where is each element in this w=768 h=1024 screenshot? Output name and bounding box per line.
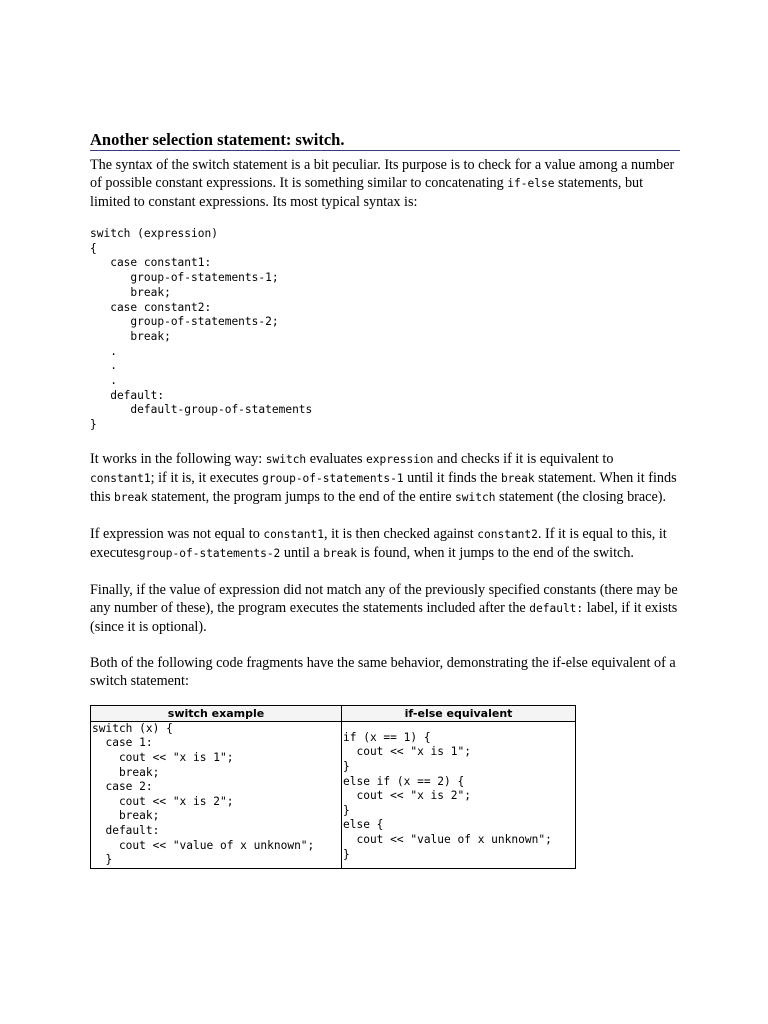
p2-text-6: statement. When it finds this — [90, 469, 677, 505]
intro-code-ifelse: if-else — [507, 177, 555, 190]
ifelse-equivalent-cell — [342, 721, 576, 868]
switch-syntax-block: switch (expression) { case constant1: group-of-statements-1; break; case constant2: group-of-statements-2; break; . . . default: default-group-of-statements } — [90, 227, 313, 432]
p2-text-4: ; if it is, it executes — [150, 469, 263, 486]
comparison-paragraph: Both of the following code fragments have the same behavior, demonstrating the if-else equivalent of a switch statement: — [90, 654, 676, 689]
p2-code-4: group-of-statements-1 — [262, 471, 404, 485]
intro-text-1: The syntax of the switch statement is a bit peculiar. Its purpose is to check for a value among a number of possible constant expressions. It is something similar to concatenating — [90, 157, 675, 191]
p2-text-8: statement (the closing brace). — [495, 488, 667, 505]
p2-code-3: constant1 — [90, 471, 151, 485]
p2-code-7: switch — [455, 490, 496, 504]
section-heading: Another selection statement: switch. — [90, 129, 680, 151]
document-page — [90, 129, 680, 869]
p2-text-1: It works in the following way: — [90, 450, 266, 467]
p2-text-5: until it finds the — [403, 469, 501, 486]
default-paragraph — [90, 581, 680, 636]
comparison-table — [90, 705, 576, 869]
p3-code-4: break — [323, 546, 357, 560]
ifelse-equivalent-code: if (x == 1) { cout << "x is 1"; } else if (x == 2) { cout << "x is 2"; } else { cout << "value of x unknown"; } — [343, 730, 552, 861]
intro-paragraph — [90, 156, 680, 211]
table-header-row — [91, 705, 576, 721]
p2-text-2: evaluates — [306, 450, 367, 467]
intro-text-2: statements, but limited to constant expressions. Its most typical syntax is: — [90, 175, 644, 210]
p3-text-1: If expression was not equal to — [90, 525, 264, 542]
p3-code-1: constant1 — [263, 527, 324, 541]
explanation-paragraph — [90, 450, 680, 507]
p2-text-3: and checks if it is equivalent to — [433, 450, 614, 467]
p2-code-1: switch — [265, 452, 307, 466]
table-row — [91, 721, 576, 868]
p2-text-7: statement, the program jumps to the end of the entire — [147, 488, 456, 505]
switch-example-cell — [91, 721, 342, 868]
p3-text-4: until a — [280, 544, 324, 561]
p3-code-2: constant2 — [477, 527, 538, 541]
p3-text-2: , it is then checked against — [324, 525, 478, 542]
p4-text-2: label, if it exists (since it is optional). — [90, 599, 678, 635]
p4-text-1: Finally, if the value of expression did not match any of the previously specified constants (there may be any number of these), the program executes the statements included after the — [90, 581, 678, 616]
p2-code-2: expression — [366, 452, 434, 466]
p3-text-5: is found, when it jumps to the end of the switch. — [356, 544, 634, 561]
p2-code-6: break — [114, 490, 148, 504]
switch-example-code: switch (x) { case 1: cout << "x is 1"; break; case 2: cout << "x is 2"; break; default: cout << "value of x unknown"; } — [92, 721, 315, 867]
p3-code-3: group-of-statements-2 — [138, 546, 281, 560]
p4-code-1: default: — [529, 601, 584, 615]
p3-text-3: . If it is equal to this, it executes — [90, 525, 667, 561]
constant2-paragraph — [90, 525, 680, 563]
table-header-switch: switch example — [91, 705, 342, 721]
table-header-ifelse: if-else equivalent — [342, 705, 576, 721]
p2-code-5: break — [500, 471, 535, 485]
